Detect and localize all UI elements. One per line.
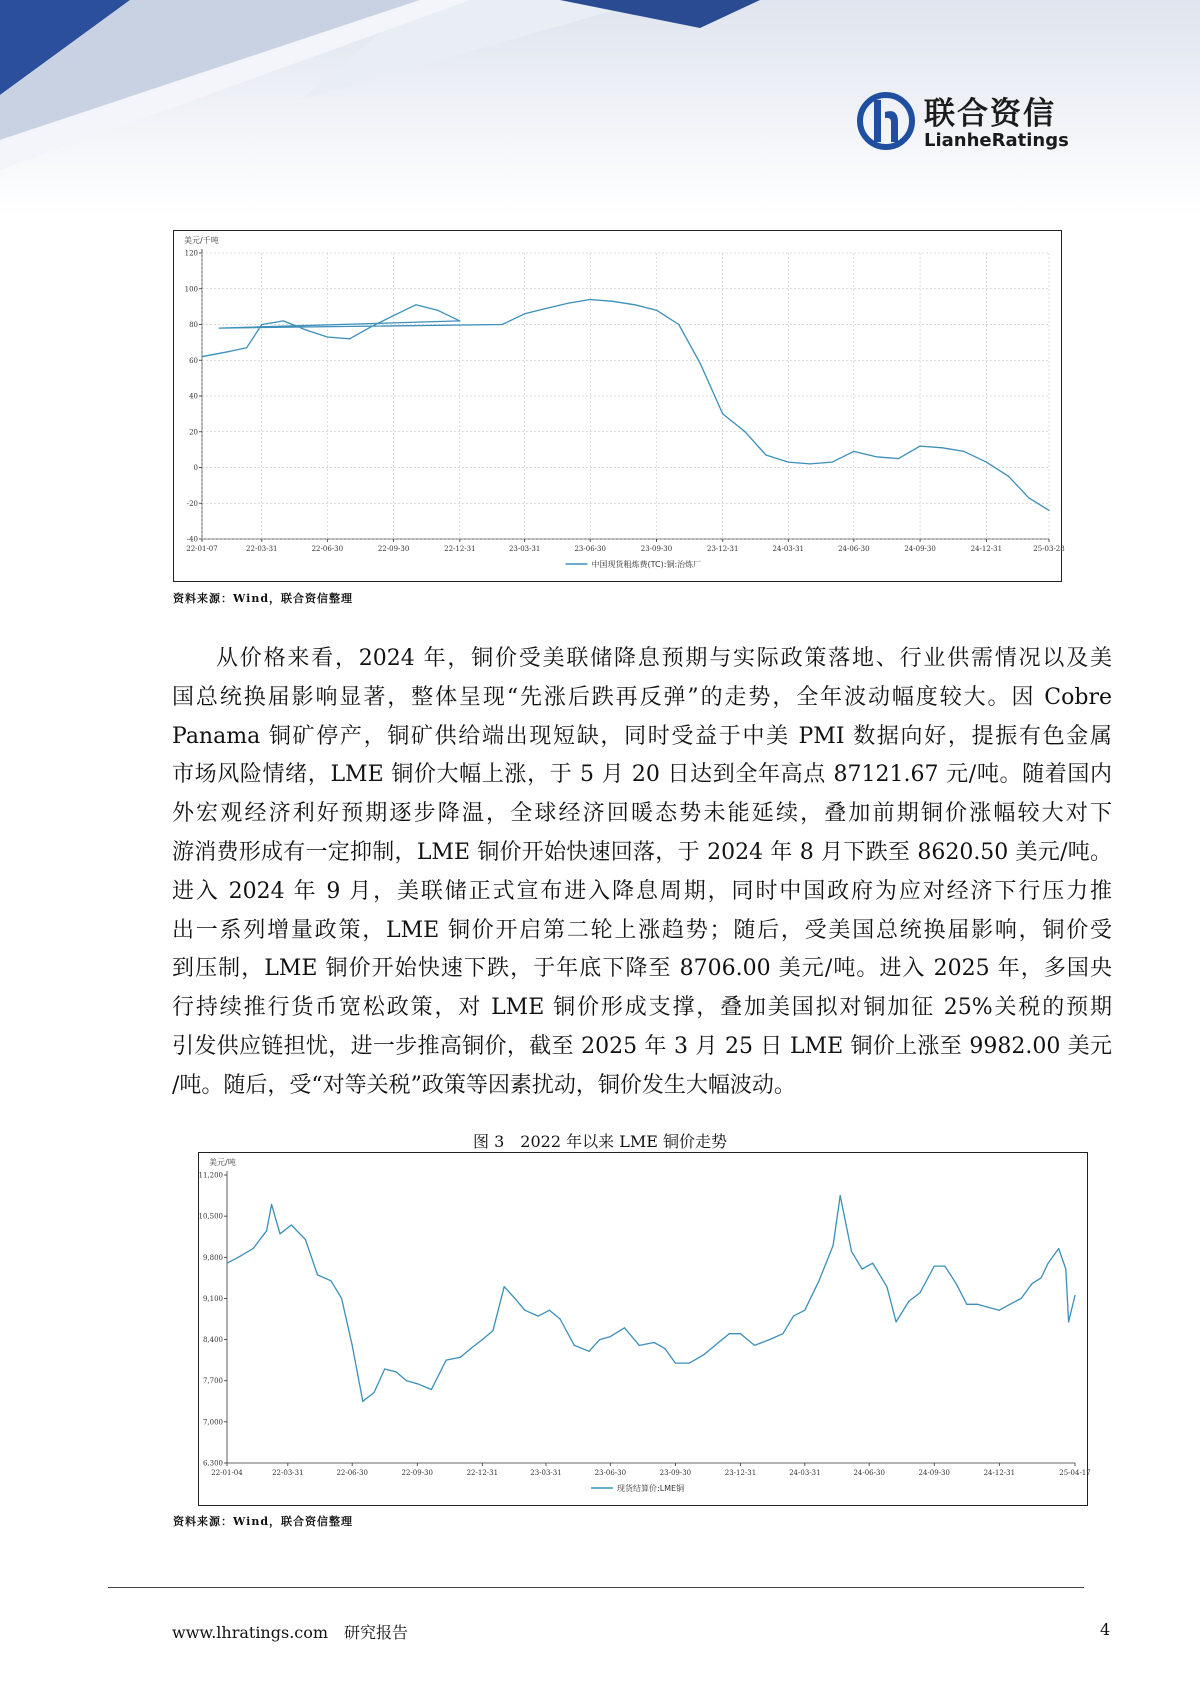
data-point: [765, 454, 766, 455]
data-point: [809, 463, 810, 464]
data-point: [656, 310, 657, 311]
data-point: [833, 1245, 834, 1246]
data-point: [895, 1321, 896, 1322]
data-point: [920, 1292, 921, 1293]
data-point: [853, 451, 854, 452]
data-point: [568, 302, 569, 303]
data-point: [689, 1362, 690, 1363]
x-tick-label: 22-09-30: [377, 545, 410, 553]
body-line: Panama 铜矿停产，铜矿供给端出现短缺，同时受益于中美 PMI 数据向好，提振有色金属: [172, 723, 1112, 749]
body-line: 外宏观经济利好预期逐步降温，全球经济回暖态势未能延续，叠加前期铜价涨幅较大对下: [172, 801, 1112, 827]
data-point: [305, 329, 306, 330]
data-point: [201, 356, 202, 357]
data-point: [226, 1263, 227, 1264]
body-line: 从价格来看，2024 年，铜价受美联储降息预期与实际政策落地、行业供需情况以及美: [216, 646, 1112, 671]
data-point: [460, 1357, 461, 1358]
x-tick-label: 23-03-31: [530, 1469, 562, 1477]
data-point: [769, 1339, 770, 1340]
data-point: [818, 1280, 819, 1281]
lme-copper-chart-svg: [198, 1153, 1091, 1505]
data-point: [1031, 1283, 1032, 1284]
x-tick-label: 23-09-30: [640, 545, 673, 553]
data-point: [395, 1371, 396, 1372]
x-tick-label: 23-12-31: [724, 1469, 757, 1477]
lme-copper-chart: [198, 1152, 1091, 1506]
body-line: /吨。随后，受“对等关税”政策等因素扰动，铜价发生大幅波动。: [172, 1072, 796, 1098]
x-tick-label: 22-03-31: [246, 545, 278, 553]
footer-report-label: 研究报告: [344, 1623, 409, 1642]
y-tick-label: 20: [189, 428, 198, 437]
series-line: [202, 300, 1049, 511]
tc-chart-svg: [174, 231, 1065, 581]
data-point: [589, 1351, 590, 1352]
data-point: [872, 1263, 873, 1264]
data-point: [406, 1380, 407, 1381]
data-point: [238, 1257, 239, 1258]
data-point: [986, 462, 987, 463]
data-point: [327, 336, 328, 337]
data-point: [718, 1342, 719, 1343]
data-point: [963, 451, 964, 452]
data-point: [492, 1330, 493, 1331]
x-tick-label: 23-03-31: [508, 545, 541, 553]
data-point: [851, 1251, 852, 1252]
x-tick-label: 22-01-07: [186, 545, 218, 553]
y-tick-label: 60: [189, 356, 198, 365]
data-point: [700, 363, 701, 364]
x-tick-label: 23-06-30: [574, 545, 606, 553]
y-tick-label: 40: [189, 392, 198, 401]
y-tick-label: 8,400: [202, 1336, 223, 1345]
series-line: [227, 1196, 1075, 1402]
data-point: [574, 1345, 575, 1346]
data-point: [470, 1348, 471, 1349]
data-point: [1048, 1263, 1049, 1264]
data-point: [1048, 510, 1049, 511]
y-unit-label: 美元/千吨: [184, 236, 219, 245]
data-point: [919, 445, 920, 446]
logo-english-name: LianheRatings: [924, 130, 1069, 151]
data-point: [393, 315, 394, 316]
data-point: [415, 304, 416, 305]
data-point: [352, 1345, 353, 1346]
data-point: [283, 320, 284, 321]
data-point: [840, 1195, 841, 1196]
x-tick-label: 24-09-30: [918, 1469, 950, 1477]
x-tick-label: 22-09-30: [401, 1469, 433, 1477]
data-point: [1058, 1248, 1059, 1249]
data-point: [1028, 497, 1029, 498]
y-tick-label: 10,500: [198, 1212, 223, 1221]
data-point: [944, 1266, 945, 1267]
data-point: [934, 1266, 935, 1267]
data-point: [271, 1204, 272, 1205]
y-tick-label: 9,100: [202, 1294, 223, 1303]
x-tick-label: 25-03-28: [1033, 545, 1065, 553]
legend-label: 中国现货粗炼费(TC):铜:治炼厂: [591, 560, 702, 569]
body-line: 进入 2024 年 9 月，美联储正式宣布进入降息周期，同时中国政府为应对经济下行压力推: [172, 878, 1112, 904]
data-point: [349, 338, 350, 339]
data-point: [362, 1401, 363, 1402]
data-point: [524, 313, 525, 314]
data-point: [374, 1392, 375, 1393]
body-line: 行持续推行货币宽松政策，对 LME 铜价形成支撑，叠加美国拟对铜加征 25%关税的预期: [172, 995, 1112, 1021]
y-tick-label: 7,000: [202, 1418, 223, 1427]
footer-left: [172, 1620, 424, 1643]
data-point: [624, 1327, 625, 1328]
data-point: [504, 1286, 505, 1287]
data-point: [1068, 1321, 1069, 1322]
body-line: 国总统换届影响显著，整体呈现“先涨后跌再反弹”的走势，全年波动幅度较大。因 Cobre: [172, 684, 1112, 710]
data-point: [219, 327, 220, 328]
data-point: [279, 1233, 280, 1234]
data-point: [446, 1360, 447, 1361]
data-point: [654, 1342, 655, 1343]
x-tick-label: 22-12-31: [466, 1469, 499, 1477]
data-point: [1008, 476, 1009, 477]
body-line: 游消费形成有一定抑制，LME 铜价开始快速回落，于 2024 年 8 月下跌至 8620.50 美元/吨。: [172, 839, 1112, 865]
y-tick-label: 0: [193, 464, 198, 472]
data-point: [291, 1224, 292, 1225]
x-tick-label: 25-04-17: [1059, 1469, 1091, 1477]
page-number: 4: [1100, 1620, 1111, 1639]
data-point: [417, 1383, 418, 1384]
data-point: [722, 413, 723, 414]
lianhe-logo: [856, 86, 1069, 156]
data-point: [832, 462, 833, 463]
data-point: [876, 456, 877, 457]
data-point: [546, 308, 547, 309]
body-line: 出一系列增量政策，LME 铜价开启第二轮上涨趋势；随后，受美国总统换届影响，铜价受: [172, 917, 1112, 943]
data-point: [590, 299, 591, 300]
data-point: [740, 1333, 741, 1334]
data-point: [639, 1345, 640, 1346]
x-tick-label: 22-12-31: [444, 545, 476, 553]
x-tick-label: 24-03-31: [772, 545, 805, 553]
y-tick-label: 120: [184, 249, 198, 258]
y-tick-label: 80: [189, 321, 198, 329]
data-point: [1074, 1295, 1075, 1296]
data-point: [729, 1333, 730, 1334]
data-point: [1009, 1304, 1010, 1305]
body-line: 引发供应链担忧，进一步推高铜价，截至 2025 年 3 月 25 日 LME 铜价上涨至 9982.00 美元: [172, 1033, 1112, 1059]
data-point: [678, 324, 679, 325]
y-tick-label: 100: [184, 285, 198, 294]
data-point: [514, 1298, 515, 1299]
data-point: [538, 1315, 539, 1316]
data-point: [908, 1301, 909, 1302]
x-tick-label: 23-09-30: [659, 1469, 692, 1477]
data-point: [664, 1348, 665, 1349]
data-point: [999, 1310, 1000, 1311]
data-point: [754, 1345, 755, 1346]
chart1-source-note: 资料来源：Wind，联合资信整理: [173, 592, 354, 605]
data-point: [977, 1304, 978, 1305]
data-point: [612, 301, 613, 302]
data-point: [956, 1283, 957, 1284]
x-tick-label: 22-01-04: [211, 1469, 243, 1477]
data-point: [862, 1268, 863, 1269]
y-tick-label: 9,800: [202, 1253, 223, 1262]
data-point: [437, 310, 438, 311]
x-tick-label: 23-12-31: [707, 545, 739, 553]
footer-divider: [108, 1587, 1084, 1588]
data-point: [253, 1248, 254, 1249]
data-point: [266, 1230, 267, 1231]
data-point: [502, 324, 503, 325]
data-point: [782, 1333, 783, 1334]
data-point: [1065, 1268, 1066, 1269]
legend-label: 现货结算价:LME铜: [617, 1484, 685, 1493]
data-point: [246, 347, 247, 348]
data-point: [459, 320, 460, 321]
data-point: [793, 1315, 794, 1316]
x-tick-label: 24-09-30: [904, 545, 936, 553]
tc-chart: [173, 230, 1065, 582]
data-point: [524, 1310, 525, 1311]
body-line: 市场风险情绪，LME 铜价大幅上涨，于 5 月 20 日达到全年高点 87121.67 元/吨。随着国内: [172, 762, 1112, 788]
lianhe-logo-icon: [856, 90, 916, 152]
y-unit-label: 美元/吨: [209, 1158, 236, 1167]
y-tick-label: -40: [186, 535, 198, 544]
figure3-title: 图 3 2022 年以来 LME 铜价走势: [473, 1132, 727, 1151]
data-point: [788, 462, 789, 463]
data-point: [431, 1389, 432, 1390]
chart2-source-note: 资料来源：Wind，联合资信整理: [173, 1515, 354, 1528]
data-point: [317, 1274, 318, 1275]
data-point: [1021, 1298, 1022, 1299]
data-point: [675, 1362, 676, 1363]
data-point: [482, 1339, 483, 1340]
y-tick-label: 11,200: [198, 1171, 223, 1180]
data-point: [229, 351, 230, 352]
data-point: [305, 1239, 306, 1240]
data-point: [610, 1336, 611, 1337]
x-tick-label: 22-06-30: [336, 1469, 368, 1477]
data-point: [886, 1286, 887, 1287]
x-tick-label: 24-06-30: [853, 1469, 885, 1477]
x-tick-label: 24-12-31: [983, 1469, 1016, 1477]
x-tick-label: 22-03-31: [272, 1469, 304, 1477]
x-tick-label: 22-06-30: [311, 545, 344, 553]
data-point: [330, 1280, 331, 1281]
data-point: [599, 1339, 600, 1340]
data-point: [804, 1310, 805, 1311]
data-point: [341, 1298, 342, 1299]
data-point: [560, 1318, 561, 1319]
y-tick-label: -20: [186, 499, 198, 508]
data-point: [1040, 1277, 1041, 1278]
data-point: [384, 1368, 385, 1369]
x-tick-label: 24-06-30: [838, 545, 870, 553]
data-point: [704, 1354, 705, 1355]
x-tick-label: 24-03-31: [789, 1469, 821, 1477]
x-tick-label: 23-06-30: [594, 1469, 627, 1477]
data-point: [549, 1310, 550, 1311]
x-tick-label: 24-12-31: [970, 545, 1003, 553]
data-point: [371, 326, 372, 327]
footer-site-link[interactable]: www.lhratings.com: [172, 1623, 329, 1642]
data-point: [898, 458, 899, 459]
body-line: 到压制，LME 铜价开始快速下跌，于年底下降至 8706.00 美元/吨。进入 2025 年，多国央: [172, 956, 1112, 982]
y-tick-label: 6,300: [202, 1459, 223, 1468]
data-point: [744, 431, 745, 432]
logo-chinese-name: 联合资信: [924, 96, 1056, 132]
data-point: [987, 1307, 988, 1308]
data-point: [942, 447, 943, 448]
y-tick-label: 7,700: [202, 1377, 223, 1386]
data-point: [634, 304, 635, 305]
data-point: [261, 324, 262, 325]
data-point: [966, 1304, 967, 1305]
body-paragraph: [172, 640, 1112, 1106]
